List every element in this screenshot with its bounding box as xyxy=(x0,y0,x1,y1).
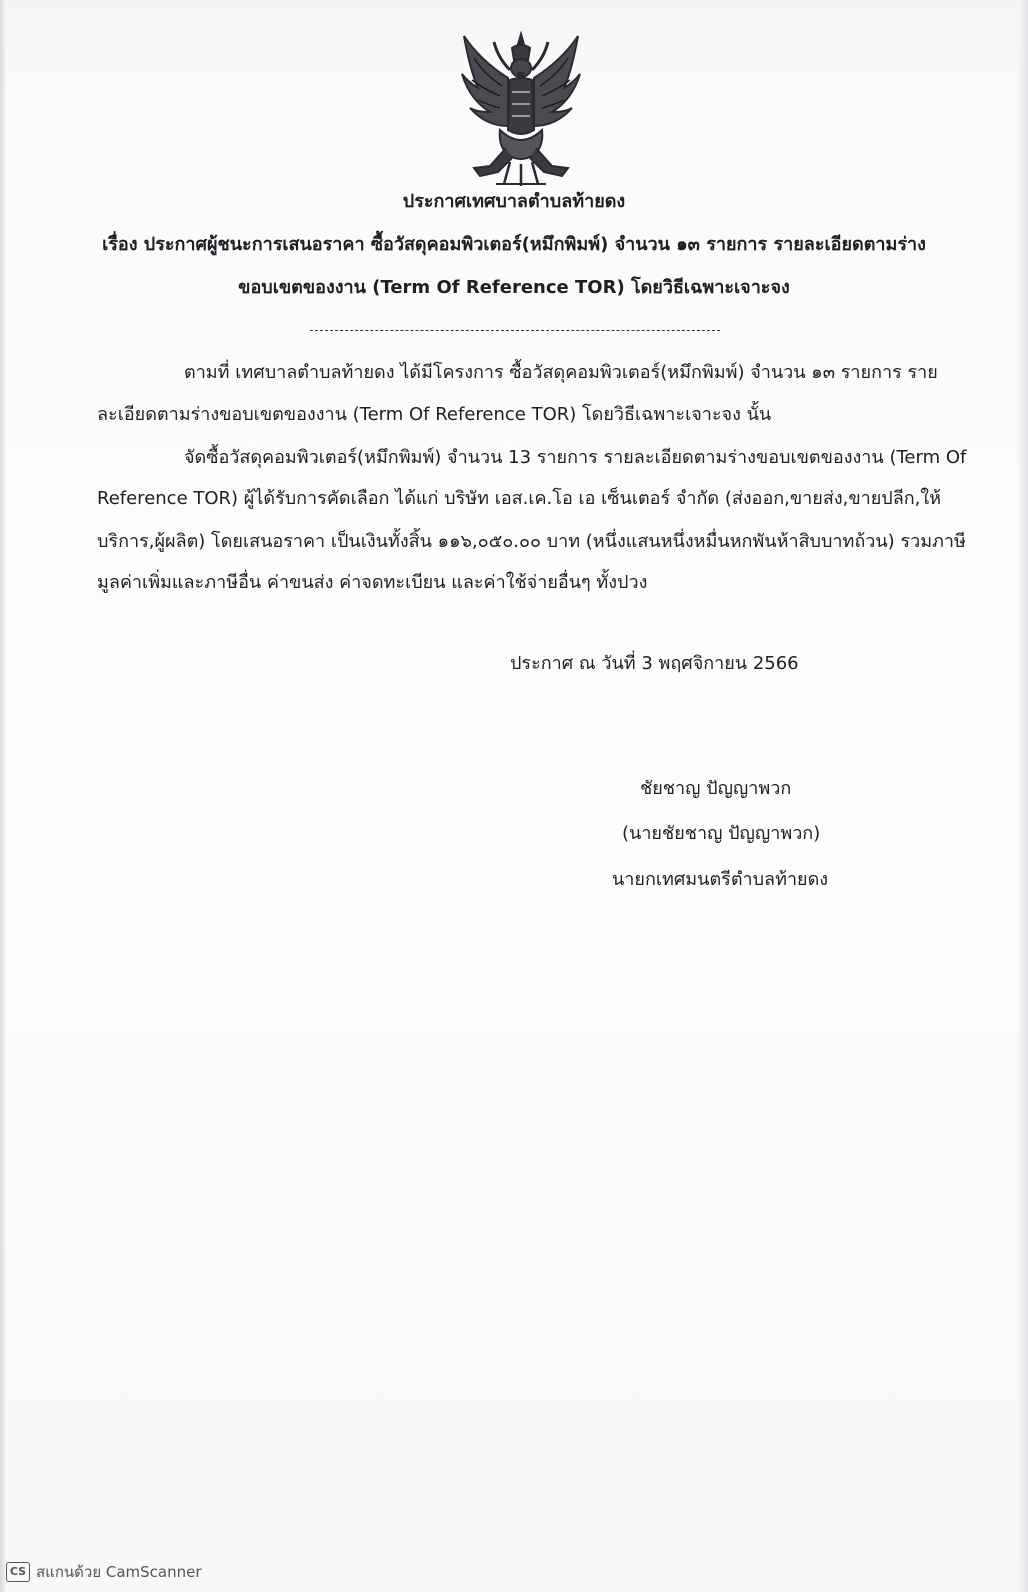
separator-line xyxy=(310,330,720,331)
camscanner-watermark xyxy=(6,1560,202,1584)
paragraph-1-line-2: ละเอียดตามร่างขอบเขตของงาน (Term Of Reference TOR) โดยวิธีเฉพาะเจาะจง นั้น xyxy=(97,404,772,425)
paragraph-2-line-4: มูลค่าเพิ่มและภาษีอื่น ค่าขนส่ง ค่าจดทะเบียน และค่าใช้จ่ายอื่นๆ ทั้งปวง xyxy=(97,572,648,593)
subject-line-2: ขอบเขตของงาน (Term Of Reference TOR) โดยวิธีเฉพาะเจาะจง xyxy=(238,277,790,298)
paragraph-2-line-1: จัดซื้อวัสดุคอมพิวเตอร์(หมึกพิมพ์) จำนวน 13 รายการ รายละเอียดตามร่างขอบเขตของงาน (Term Of xyxy=(184,447,967,468)
signatory-position: นายกเทศมนตรีตำบลท้ายดง xyxy=(612,869,829,890)
garuda-emblem-icon xyxy=(460,30,582,188)
signature-name: ชัยชาญ ปัญญาพวก xyxy=(640,778,792,799)
signatory-full-name: (นายชัยชาญ ปัญญาพวก) xyxy=(622,823,821,844)
paragraph-2-line-3: บริการ,ผู้ผลิต) โดยเสนอราคา เป็นเงินทั้งสิ้น ๑๑๖,๐๕๐.๐๐ บาท (หนึ่งแสนหนึ่งหมื่นหกพันห้าสิบบาทถ้วน) รวมภาษี xyxy=(97,531,966,552)
announcement-date: ประกาศ ณ วันที่ 3 พฤศจิกายน 2566 xyxy=(510,653,799,674)
subject-line-1: เรื่อง ประกาศผู้ชนะการเสนอราคา ซื้อวัสดุคอมพิวเตอร์(หมึกพิมพ์) จำนวน ๑๓ รายการ รายละเอียดตามร่าง xyxy=(102,234,926,255)
paragraph-2-line-2: Reference TOR) ผู้ได้รับการคัดเลือก ได้แก่ บริษัท เอส.เค.โอ เอ เซ็นเตอร์ จำกัด (ส่งออก,ขายส่ง,ขายปลีก,ให้ xyxy=(97,488,942,509)
camscanner-text: สแกนด้วย CamScanner xyxy=(36,1563,202,1581)
agency-title: ประกาศเทศบาลตำบลท้ายดง xyxy=(402,191,626,212)
paragraph-1-line-1: ตามที่ เทศบาลตำบลท้ายดง ได้มีโครงการ ซื้อวัสดุคอมพิวเตอร์(หมึกพิมพ์) จำนวน ๑๓ รายการ ราย xyxy=(184,362,938,383)
camscanner-logo-icon: CS xyxy=(6,1562,30,1582)
